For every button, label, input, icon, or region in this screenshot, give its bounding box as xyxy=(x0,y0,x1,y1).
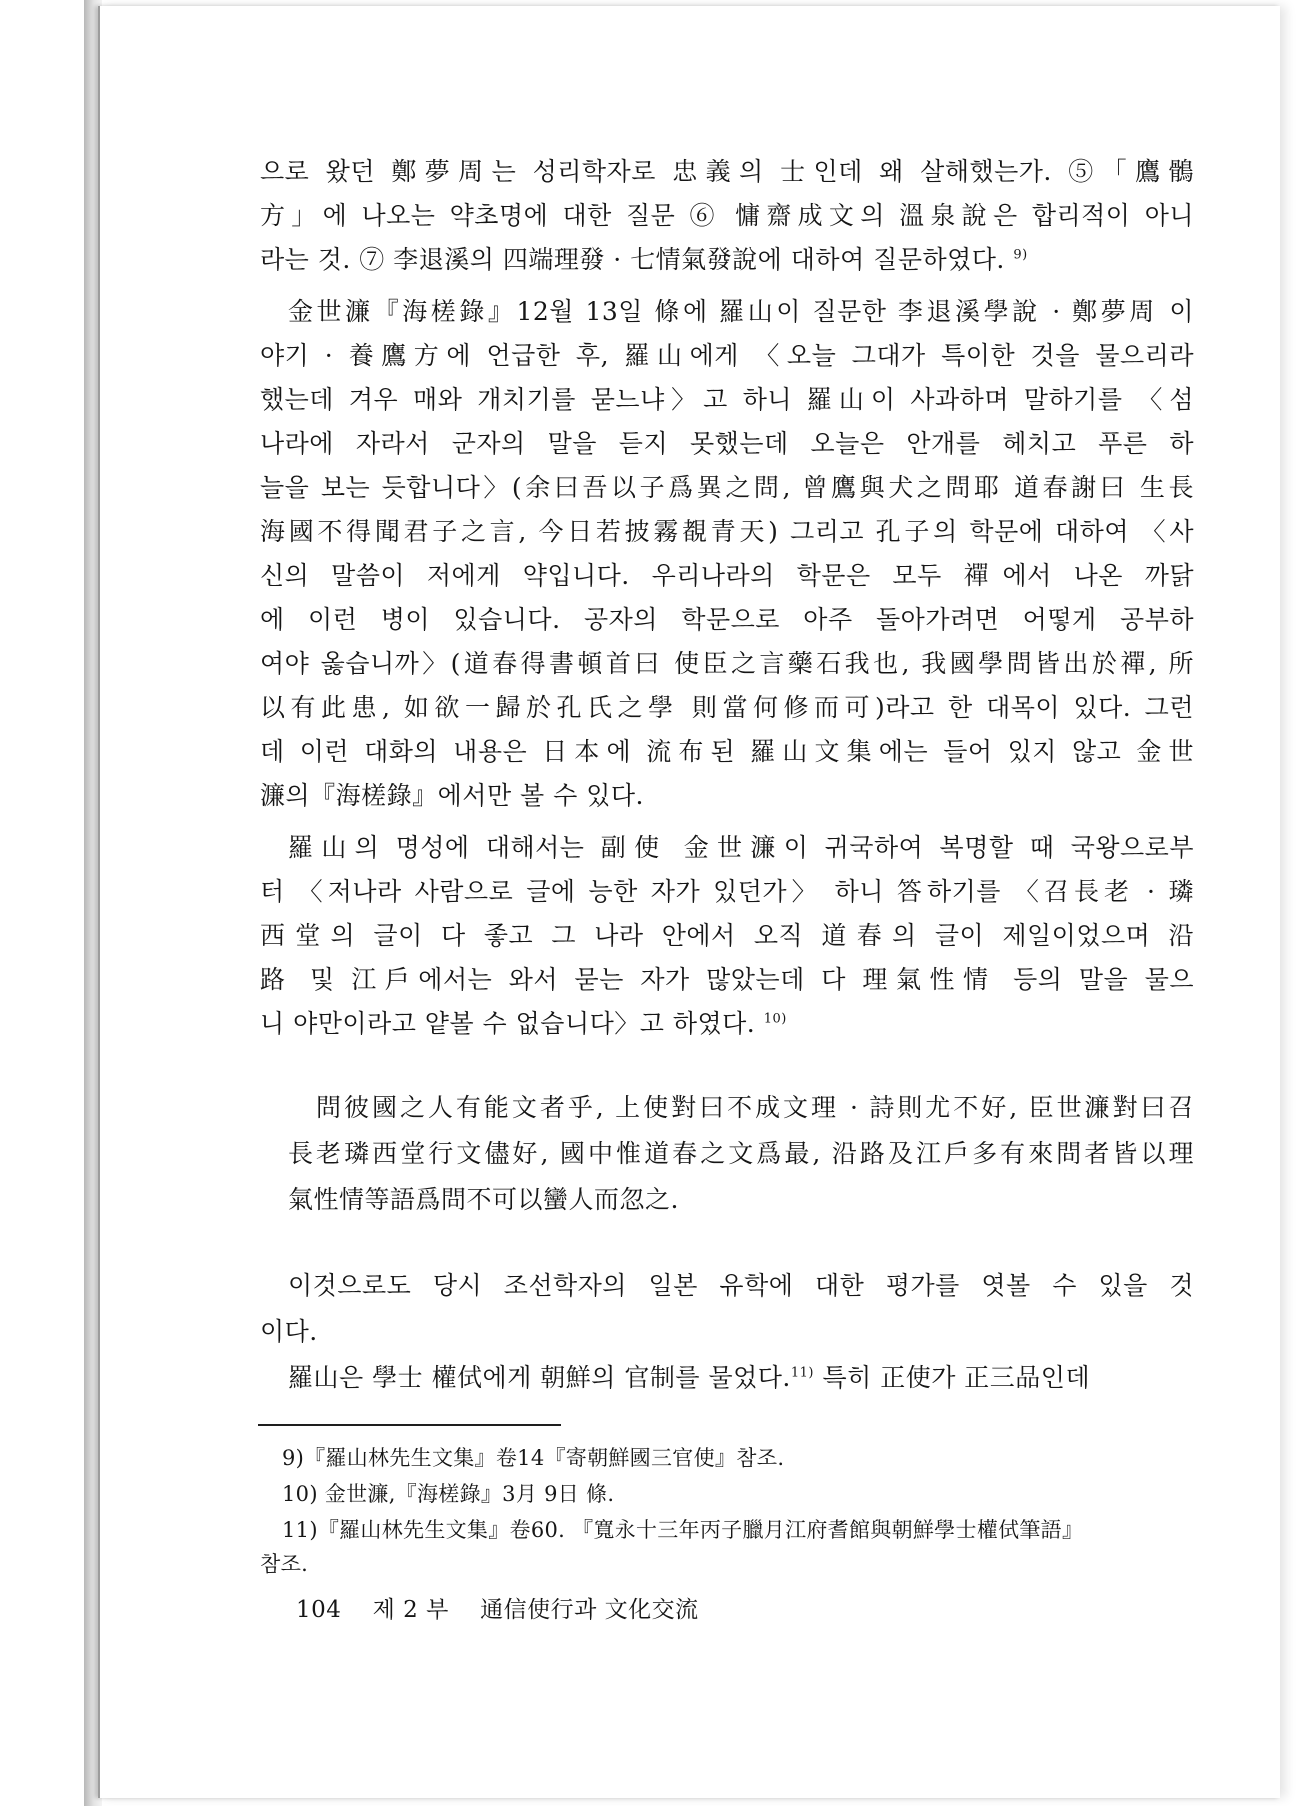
text-line: 야기 · 養鷹方에 언급한 후, 羅山에게 〈오늘 그대가 특이한 것을 물으리라 xyxy=(260,341,1194,370)
page-footer xyxy=(296,1594,699,1626)
text-line: 여야 옳습니까〉(道春得書頓首曰 使臣之言藥石我也, 我國學問皆出於禪, 所 xyxy=(260,649,1194,678)
text-line: 나라에 자라서 군자의 말을 듣지 못했는데 오늘은 안개를 헤치고 푸른 하 xyxy=(260,429,1194,458)
page-number: 104 xyxy=(296,1597,342,1623)
text-line: 西堂의 글이 다 좋고 그 나라 안에서 오직 道春의 글이 제일이었으며 沿 xyxy=(260,921,1194,950)
footnote-rule xyxy=(258,1424,561,1426)
part-label: 제 2 부 xyxy=(372,1597,449,1623)
footnote-ref-10: 10) xyxy=(763,1011,787,1027)
text-line: 으로 왔던 鄭夢周는 성리학자로 忠義의 士인데 왜 살해했는가. ⑤「鷹鶻 xyxy=(260,157,1194,186)
text-line: 以有此患, 如欲一歸於孔氏之學 則當何修而可)라고 한 대목이 있다. 그런 xyxy=(260,693,1194,722)
text-line: 신의 말씀이 저에게 약입니다. 우리나라의 학문은 모두 禪에서 나온 까닭 xyxy=(260,561,1194,590)
text-line: 했는데 겨우 매와 개치기를 묻느냐〉고 하니 羅山이 사과하며 말하기를 〈섬 xyxy=(260,385,1194,414)
text-line: 터 〈저나라 사람으로 글에 능한 자가 있던가〉 하니 答하기를 〈召長老 · 璘 xyxy=(260,877,1194,906)
text-line: 方」에 나오는 약초명에 대한 질문 ⑥ 慵齋成文의 溫泉說은 합리적이 아니 xyxy=(260,201,1194,230)
text-line: 羅山의 명성에 대해서는 副使 金世濂이 귀국하여 복명할 때 국왕으로부 xyxy=(288,833,1194,862)
text-line: 이것으로도 당시 조선학자의 일본 유학에 대한 평가를 엿볼 수 있을 것 xyxy=(288,1271,1194,1300)
text-line: 데 이런 대화의 내용은 日本에 流布된 羅山文集에는 들어 있지 않고 金世 xyxy=(260,737,1194,766)
quote-line: 氣性情等語爲問不可以蠻人而忽之. xyxy=(288,1185,679,1214)
footnote-10: 10) 金世濂,『海槎錄』3月 9日 條. xyxy=(282,1482,615,1506)
text-span: 라는 것. ⑦ 李退溪의 四端理發 · 七情氣發說에 대하여 질문하였다. xyxy=(260,245,1005,274)
text-line: 이다. xyxy=(260,1317,318,1346)
text-line xyxy=(260,240,1194,280)
quote-line: 問彼國之人有能文者乎, 上使對曰不成文理 · 詩則尤不好, 臣世濂對曰召 xyxy=(316,1093,1194,1122)
text-line: 路 및 江戶에서는 와서 묻는 자가 많았는데 다 理氣性情 등의 말을 물으 xyxy=(260,965,1194,994)
text-span: 특히 正使가 正三品인데 xyxy=(814,1363,1091,1392)
footnote-11-cont: 참조. xyxy=(260,1552,309,1576)
footnote-11: 11)『羅山林先生文集』卷60. 『寬永十三年丙子臘月江府耆館與朝鮮學士權侙筆語』 xyxy=(282,1518,1084,1542)
running-title: 通信使行과 文化交流 xyxy=(480,1597,699,1623)
footnote-ref-9: 9) xyxy=(1013,247,1028,263)
text-line: 金世濂『海槎錄』12월 13일 條에 羅山이 질문한 李退溪學說 · 鄭夢周 이 xyxy=(288,297,1194,326)
text-line: 濂의『海槎錄』에서만 볼 수 있다. xyxy=(260,781,644,810)
text-span: 羅山은 學士 權侙에게 朝鮮의 官制를 물었다. xyxy=(288,1363,791,1392)
text-line xyxy=(288,1358,1194,1398)
footnote-ref-11: 11) xyxy=(790,1365,815,1381)
footnote-9: 9)『羅山林先生文集』卷14『寄朝鮮國三官使』참조. xyxy=(282,1446,785,1470)
text-line: 海國不得聞君子之言, 今日若披霧覩青天) 그리고 孔子의 학문에 대하여 〈사 xyxy=(260,517,1194,546)
text-line: 에 이런 병이 있습니다. 공자의 학문으로 아주 돌아가려면 어떻게 공부하 xyxy=(260,605,1194,634)
text-line xyxy=(260,1004,1194,1044)
text-line: 늘을 보는 듯합니다〉(余曰吾以子爲異之問, 曾鷹與犬之問耶 道春謝曰 生長 xyxy=(260,473,1194,502)
text-span: 니 야만이라고 얕볼 수 없습니다〉고 하였다. xyxy=(260,1009,756,1038)
quote-line: 長老璘西堂行文儘好, 國中惟道春之文爲最, 沿路及江戶多有來問者皆以理 xyxy=(288,1139,1194,1168)
